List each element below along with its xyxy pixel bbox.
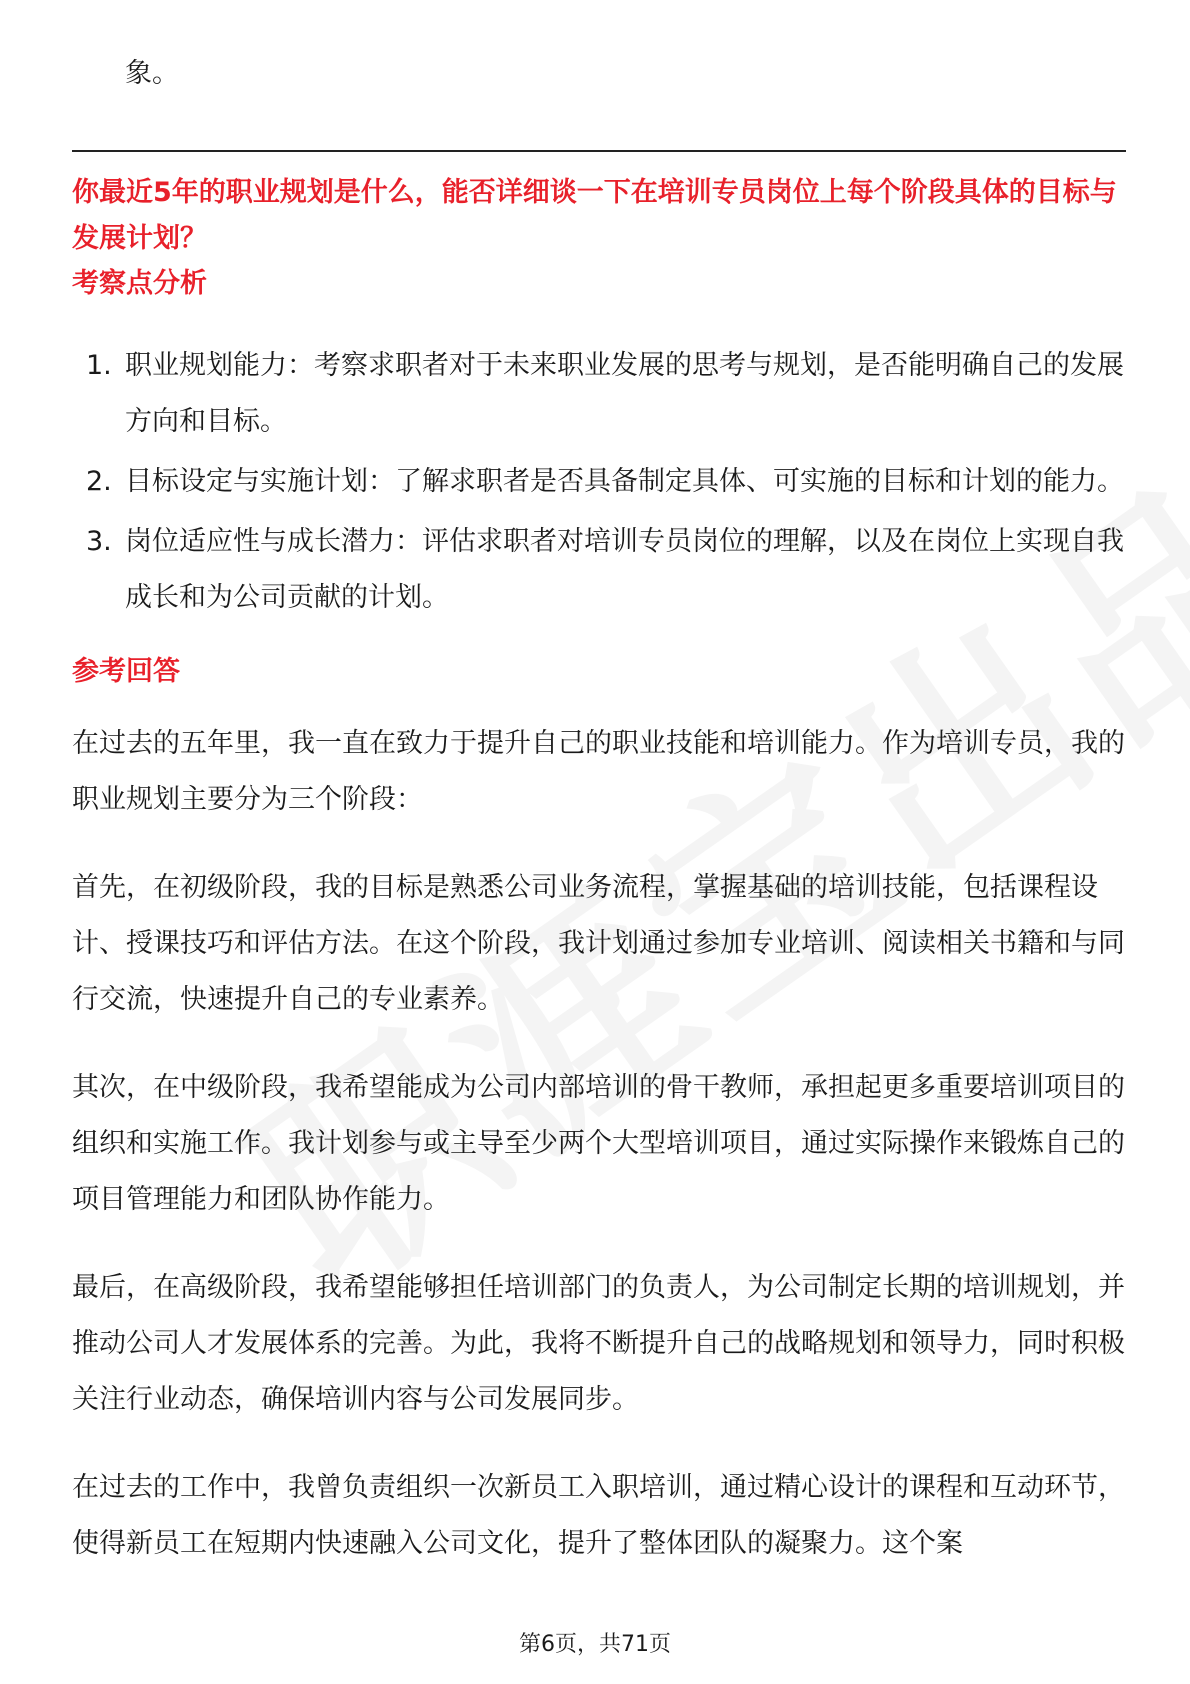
answer-paragraph: 首先，在初级阶段，我的目标是熟悉公司业务流程，掌握基础的培训技能，包括课程设计、授课技巧和评估方法。在这个阶段，我计划通过参加专业培训、阅读相关书籍和与同行交流，快速提升自己的专业素养。 — [72, 872, 1125, 1015]
point-number: 3. — [86, 526, 112, 557]
answer-body — [72, 716, 1132, 1604]
answer-paragraph: 在过去的工作中，我曾负责组织一次新员工入职培训，通过精心设计的课程和互动环节，使得新员工在短期内快速融入公司文化，提升了整体团队的凝聚力。这个案 — [72, 1472, 1125, 1559]
point-text: 岗位适应性与成长潜力：评估求职者对培训专员岗位的理解，以及在岗位上实现自我成长和为公司贡献的计划。 — [125, 526, 1124, 613]
point-number: 1. — [86, 350, 112, 381]
previous-paragraph-tail: 象。 — [125, 58, 179, 89]
section-divider — [72, 150, 1126, 152]
answer-paragraph: 在过去的五年里，我一直在致力于提升自己的职业技能和培训能力。作为培训专员，我的职业规划主要分为三个阶段： — [72, 728, 1125, 815]
analysis-point — [72, 514, 1132, 626]
analysis-points — [72, 338, 1132, 630]
point-text: 目标设定与实施计划：了解求职者是否具备制定具体、可实施的目标和计划的能力。 — [125, 466, 1124, 497]
answer-paragraph: 最后，在高级阶段，我希望能够担任培训部门的负责人，为公司制定长期的培训规划，并推动公司人才发展体系的完善。为此，我将不断提升自己的战略规划和领导力，同时积极关注行业动态，确保培训内容与公司发展同步。 — [72, 1272, 1125, 1415]
analysis-point — [72, 454, 1132, 510]
analysis-point — [72, 338, 1132, 450]
answer-paragraph: 其次，在中级阶段，我希望能成为公司内部培训的骨干教师，承担起更多重要培训项目的组织和实施工作。我计划参与或主导至少两个大型培训项目，通过实际操作来锻炼自己的项目管理能力和团队协作能力。 — [72, 1072, 1125, 1215]
point-number: 2. — [86, 466, 112, 497]
analysis-title: 考察点分析 — [72, 268, 207, 299]
question-heading: 你最近5年的职业规划是什么，能否详细谈一下在培训专员岗位上每个阶段具体的目标与发展计划？ — [72, 177, 1117, 254]
point-text: 职业规划能力：考察求职者对于未来职业发展的思考与规划，是否能明确自己的发展方向和目标。 — [125, 350, 1124, 437]
answer-title: 参考回答 — [72, 656, 180, 687]
page-footer: 第6页，共71页 — [519, 1632, 671, 1657]
